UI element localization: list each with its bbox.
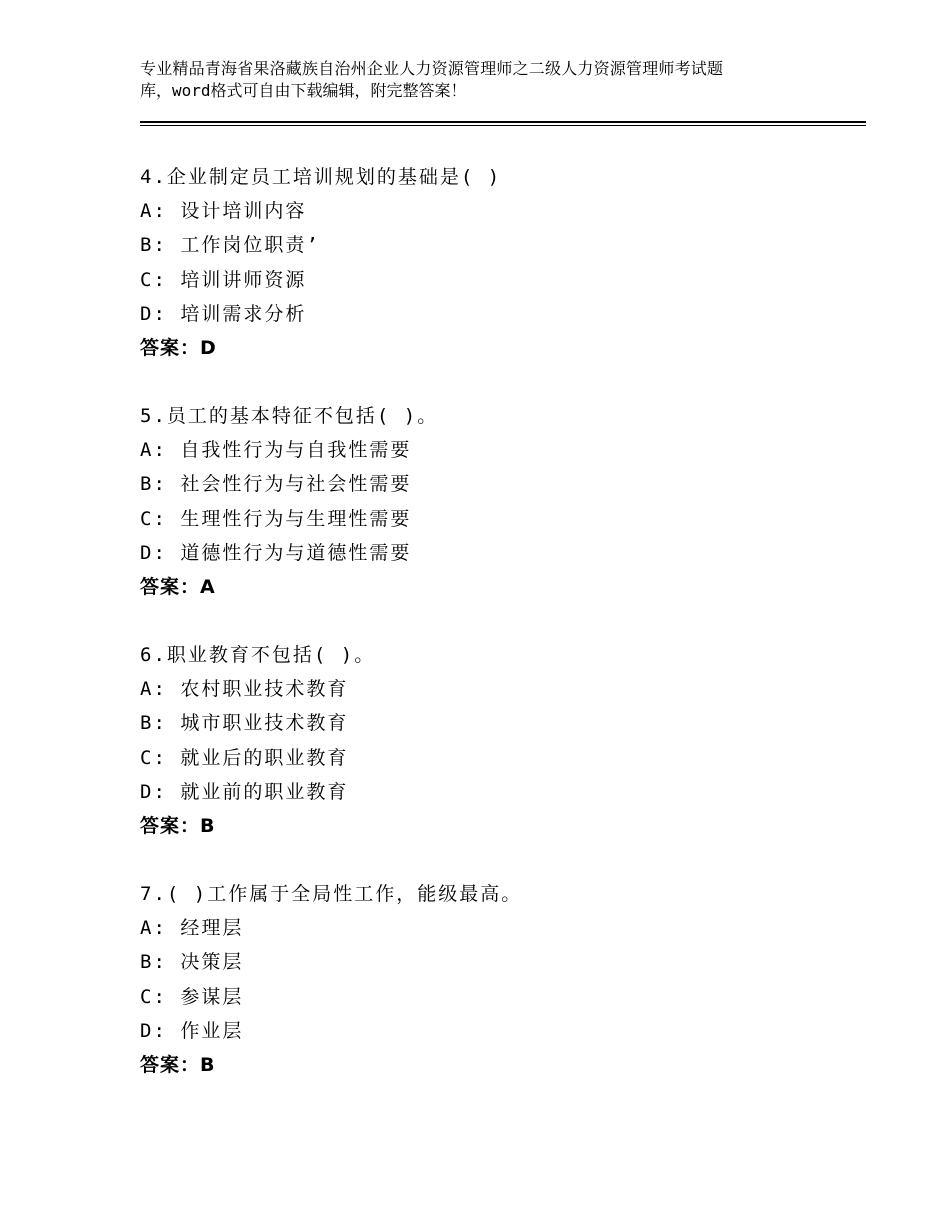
option-c: C: 生理性行为与生理性需要 <box>140 507 412 530</box>
option-a: A: 设计培训内容 <box>140 200 307 223</box>
answer: 答案：D <box>140 336 217 359</box>
option-b: B: 社会性行为与社会性需要 <box>140 473 412 496</box>
header-divider-thin <box>140 125 866 126</box>
option-a: A: 农村职业技术教育 <box>140 678 349 701</box>
question-4 <box>140 160 840 365</box>
option-c: C: 就业后的职业教育 <box>140 746 349 769</box>
option-b: B: 城市职业技术教育 <box>140 712 349 735</box>
answer: 答案：B <box>140 814 216 837</box>
answer: 答案：B <box>140 1053 216 1076</box>
question-stem: 7.( )工作属于全局性工作，能级最高。 <box>140 883 523 905</box>
option-a: A: 自我性行为与自我性需要 <box>140 439 412 462</box>
document-header <box>140 58 830 102</box>
question-stem: 5.员工的基本特征不包括( )。 <box>140 405 439 427</box>
header-line-2: 库，word格式可自由下载编辑，附完整答案！ <box>140 81 467 100</box>
option-d: D: 培训需求分析 <box>140 302 307 325</box>
option-d: D: 道德性行为与道德性需要 <box>140 541 412 564</box>
question-6 <box>140 638 840 843</box>
question-5 <box>140 399 840 604</box>
header-divider <box>140 121 866 123</box>
question-stem: 4.企业制定员工培训规划的基础是( ) <box>140 166 502 188</box>
option-b: B: 工作岗位职责’ <box>140 234 320 257</box>
question-7 <box>140 877 840 1082</box>
option-d: D: 就业前的职业教育 <box>140 780 349 803</box>
question-stem: 6.职业教育不包括( )。 <box>140 644 376 666</box>
option-b: B: 决策层 <box>140 951 244 974</box>
answer: 答案：A <box>140 575 216 598</box>
header-line-1: 专业精品青海省果洛藏族自治州企业人力资源管理师之二级人力资源管理师考试题 <box>140 59 724 78</box>
option-c: C: 培训讲师资源 <box>140 268 307 291</box>
option-a: A: 经理层 <box>140 917 244 940</box>
option-d: D: 作业层 <box>140 1019 244 1042</box>
option-c: C: 参谋层 <box>140 985 244 1008</box>
